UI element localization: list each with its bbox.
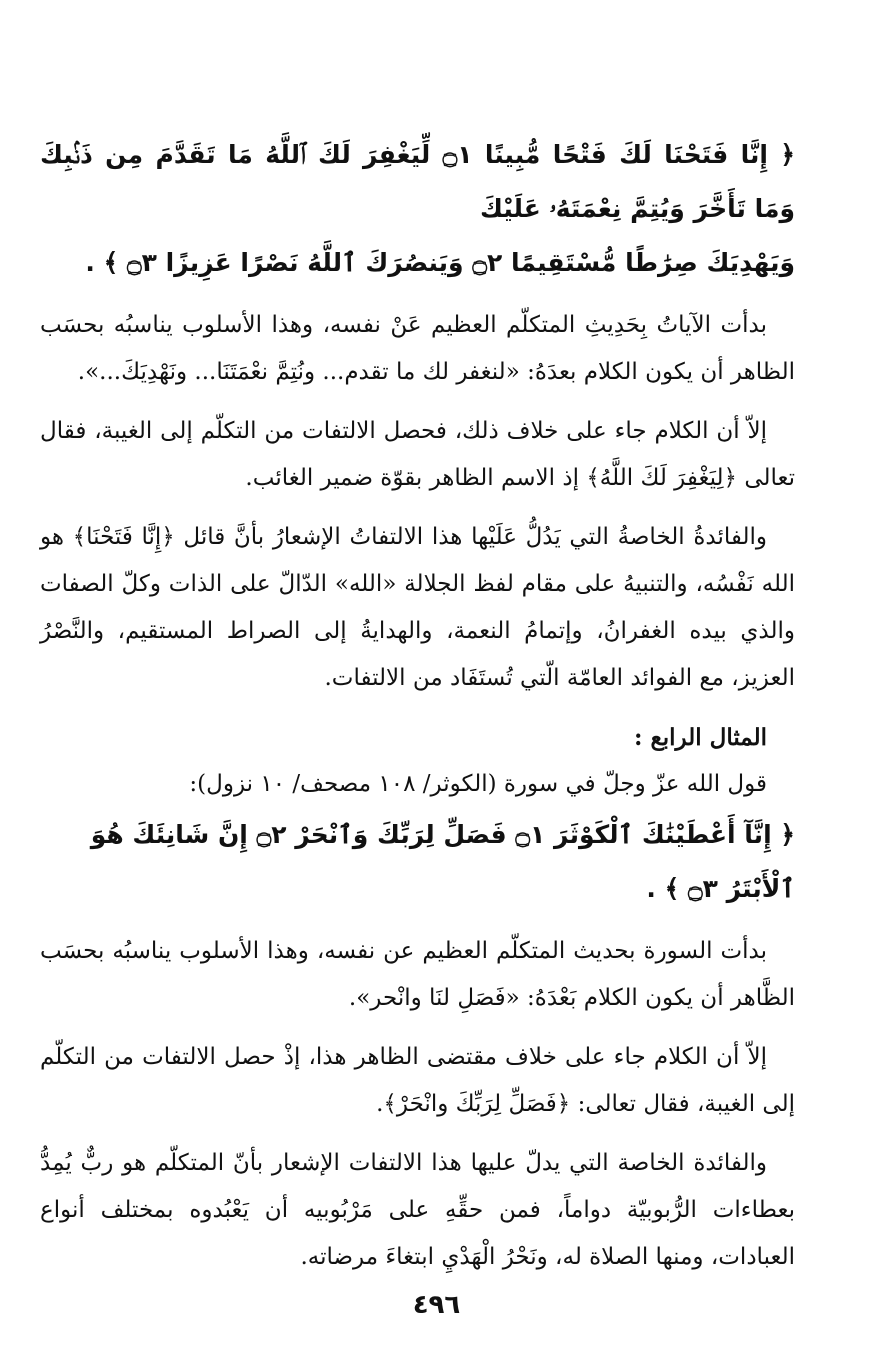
paragraph: بدأت السورة بحديث المتكلّم العظيم عن نفسه، وهذا الأسلوب يناسبُه بحسَب الظَّاهر أن يكون الكلام بَعْدَهُ: «فَصَلِ لنَا وانْحر».	[40, 938, 795, 1011]
paragraph: والفائدة الخاصة التي يدلّ عليها هذا الالتفات الإشعار بأنّ المتكلّم هو ربٌّ يُمِدُّ بعطاءات الرُّبوبيّة دواماً، فمن حقِّهِ على مَرْبُوبيه أن يَعْبُدوه بمختلف أنواع العبادات، ومنها الصلاة له، ونَحْرُ الْهَدْيِ ابتغاءَ مرضاته.	[40, 1150, 795, 1270]
paragraph: إلاّ أن الكلام جاء على خلاف مقتضى الظاهر هذا، إذْ حصل الالتفات من التكلّم إلى الغيبة، فقال تعالى: ﴿فَصَلِّ لِرَبِّكَ وانْحَرْ﴾.	[40, 1044, 795, 1117]
verse-line: ﴿ إِنَّآ أَعْطَيْنَٰكَ ٱلْكَوْثَرَ ۝١ فَصَلِّ لِرَبِّكَ وَٱنْحَرْ ۝٢ إِنَّ شَانِئَكَ هُوَ	[90, 820, 795, 849]
quran-verse-fath	[40, 128, 795, 290]
section-heading: المثال الرابع :	[634, 724, 767, 751]
paragraph: بدأت الآياتُ بِحَدِيثِ المتكلّم العظيم عَنْ نفسه، وهذا الأسلوب يناسبُه بحسَب الظاهر أن يكون الكلام بعدَهُ: «لنغفر لك ما تقدم... ونُتِمَّ نعْمَتَنَا... ونَهْدِيَكَ...».	[40, 312, 795, 385]
quran-verse-kawthar	[40, 808, 795, 916]
verse-line: وَيَهْدِيَكَ صِرَٰطًا مُّسْتَقِيمًا ۝٢ وَيَنصُرَكَ ٱللَّهُ نَصْرًا عَزِيزًا ۝٣ ﴾ .	[85, 248, 795, 277]
paragraph: والفائدةُ الخاصةُ التي يَدُلُّ عَلَيْها هذا الالتفاتُ الإشعارُ بأنَّ قائل ﴿إِنَّا فَتَحْنَا﴾ هو الله نَفْسُه، والتنبيهُ على مقام لفظ الجلالة «الله» الدّالّ على الذات وكلّ الصفات والذي بيده الغفرانُ، وإتمامُ النعمة، والهدايةُ إلى الصراط المستقيم، والنَّصْرُ العزيز، مع الفوائد العامّة الّتي تُستَفَاد من الالتفات.	[40, 524, 795, 691]
verse-line: ﴿ إِنَّا فَتَحْنَا لَكَ فَتْحًا مُّبِينًا ۝١ لِّيَغْفِرَ لَكَ ٱللَّهُ مَا تَقَدَّمَ مِن ذَنۢبِكَ وَمَا تَأَخَّرَ وَيُتِمَّ نِعْمَتَهُۥ عَلَيْكَ	[40, 140, 795, 223]
page-number: ٤٩٦	[412, 1290, 461, 1320]
paragraph: إلاّ أن الكلام جاء على خلاف ذلك، فحصل الالتفات من التكلّم إلى الغيبة، فقال تعالى ﴿لِيَغْفِرَ لَكَ اللَّهُ﴾ إذ الاسم الظاهر بقوّة ضمير الغائب.	[40, 418, 795, 491]
page-body	[40, 128, 795, 1281]
paragraph: قول الله عزّ وجلّ في سورة (الكوثر/ ١٠٨ مصحف/ ١٠ نزول):	[189, 771, 767, 797]
verse-line: ٱلْأَبْتَرُ ۝٣ ﴾ .	[646, 874, 795, 903]
